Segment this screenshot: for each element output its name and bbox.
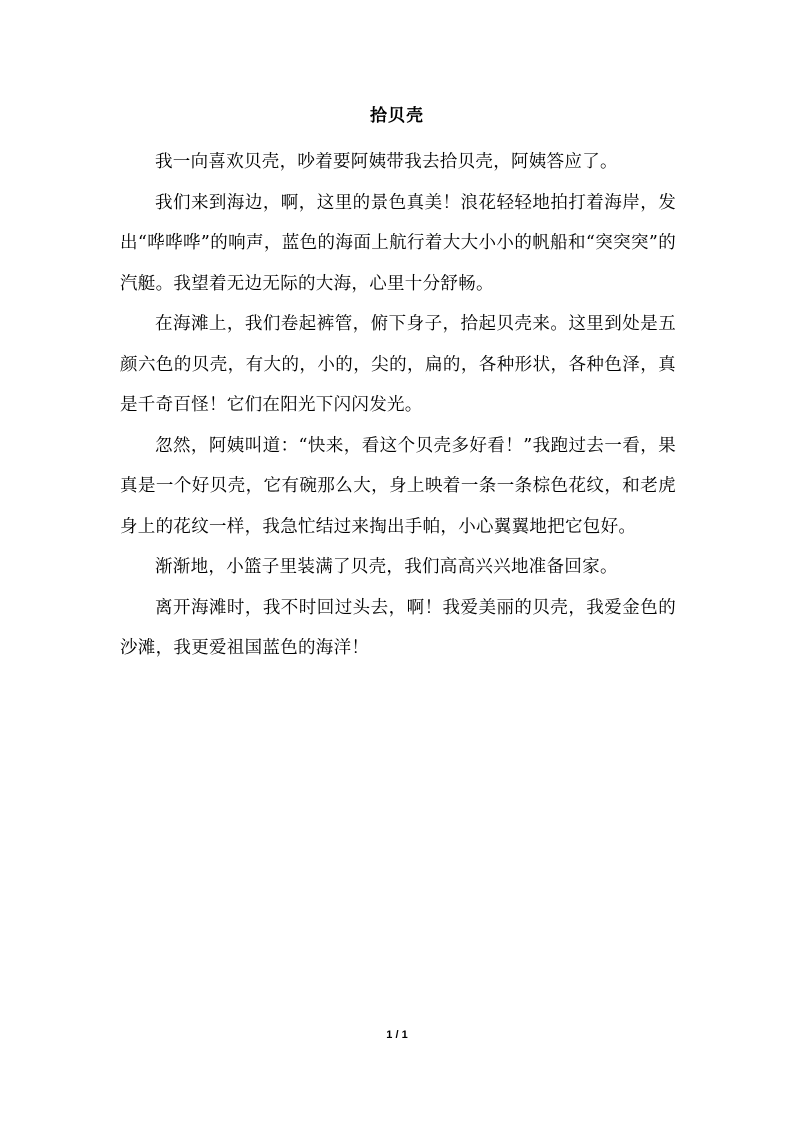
page-number: 1 / 1: [386, 1029, 408, 1041]
paragraph-3: 在海滩上，我们卷起裤管，俯下身子，拾起贝壳来。这里到处是五颜六色的贝壳，有大的，小的，尖的，扁的，各种形状，各种色泽，真是千奇百怪！它们在阳光下闪闪发光。: [120, 314, 676, 415]
document-body: [120, 142, 676, 669]
paragraph-2: 我们来到海边，啊，这里的景色真美！浪花轻轻地拍打着海岸，发出“哗哗哗”的响声，蓝色的海面上航行着大大小小的帆船和“突突突”的汽艇。我望着无边无际的大海，心里十分舒畅。: [120, 192, 676, 294]
paragraph-5: 渐渐地，小篮子里装满了贝壳，我们高高兴兴地准备回家。: [155, 557, 618, 577]
paragraph-6: 离开海滩时，我不时回过头去，啊！我爱美丽的贝壳，我爱金色的沙滩，我更爱祖国蓝色的海洋！: [120, 597, 676, 658]
paragraph-4: 忽然，阿姨叫道：“快来，看这个贝壳多好看！”我跑过去一看，果真是一个好贝壳，它有碗那么大，身上映着一条一条棕色花纹，和老虎身上的花纹一样，我急忙结过来掏出手帕，小心翼翼地把它包好。: [120, 435, 676, 537]
paragraph-1: 我一向喜欢贝壳，吵着要阿姨带我去拾贝壳，阿姨答应了。: [155, 152, 618, 172]
document-title: 拾贝壳: [370, 106, 424, 126]
